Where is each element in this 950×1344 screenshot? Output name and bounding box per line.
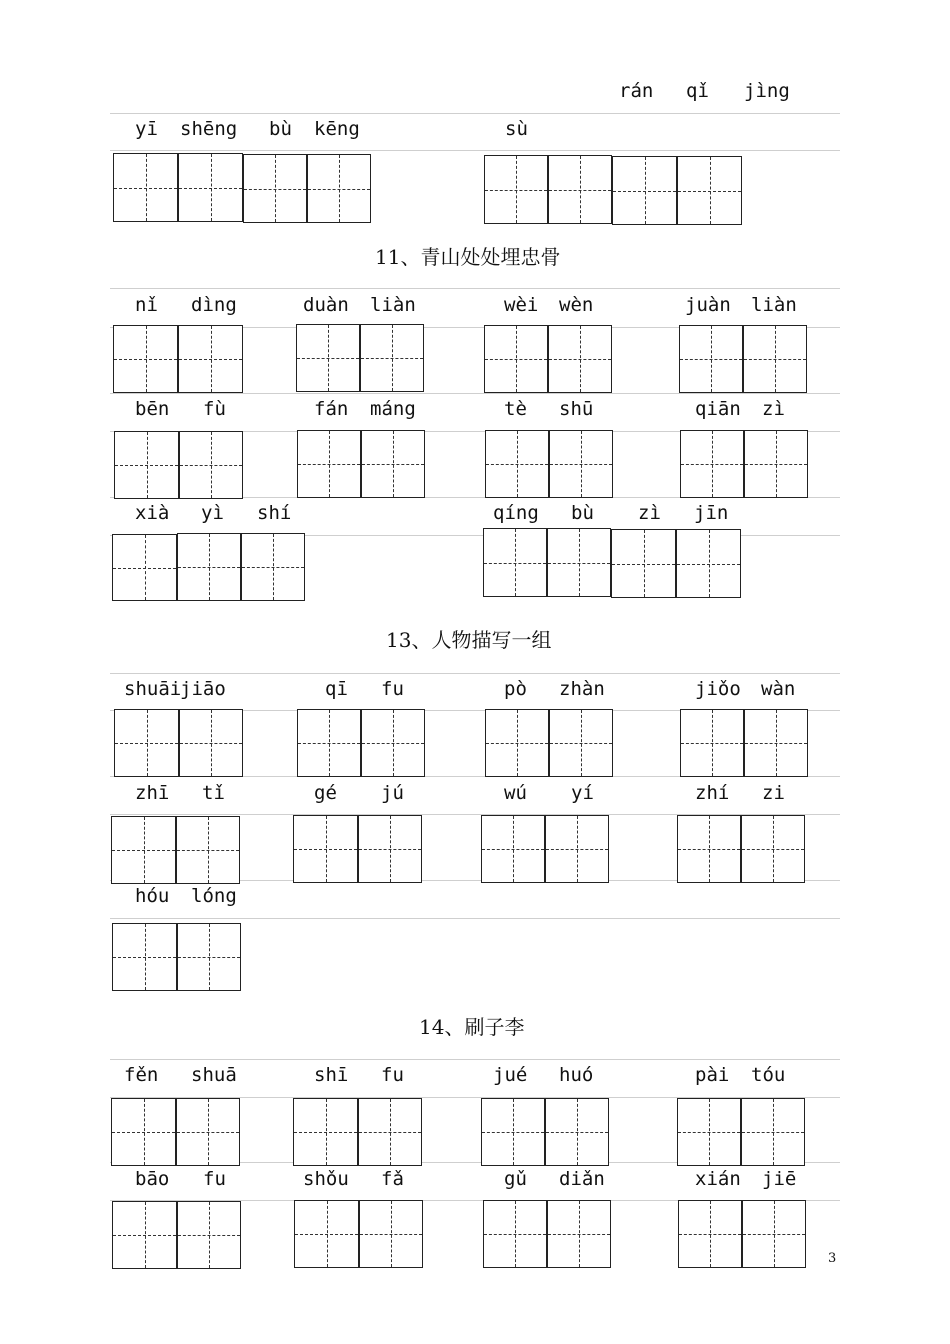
pinyin: yí xyxy=(571,782,594,804)
pinyin: jiǒo xyxy=(695,678,741,700)
pinyin: zhàn xyxy=(559,678,605,700)
writing-cell[interactable] xyxy=(549,430,613,498)
pinyin: wú xyxy=(504,782,527,804)
pinyin: zhī xyxy=(135,782,170,804)
writing-cell[interactable] xyxy=(679,325,743,393)
writing-cell[interactable] xyxy=(741,815,805,883)
writing-cell[interactable] xyxy=(678,1200,742,1268)
pinyin: fu xyxy=(381,678,404,700)
writing-cell[interactable] xyxy=(676,529,741,598)
rule-line xyxy=(110,288,840,289)
writing-cell[interactable] xyxy=(294,1200,359,1268)
pinyin: hóu xyxy=(135,885,170,907)
pinyin: bù xyxy=(269,118,292,140)
pinyin: wèi xyxy=(504,294,539,316)
pinyin: pài xyxy=(695,1064,730,1086)
pinyin: bāo xyxy=(135,1168,170,1190)
pinyin: qíng xyxy=(493,502,539,524)
pinyin: qī xyxy=(325,678,348,700)
writing-cell[interactable] xyxy=(177,533,241,601)
pinyin: zi xyxy=(762,782,785,804)
writing-cell[interactable] xyxy=(484,325,548,393)
pinyin: liàn xyxy=(751,294,797,316)
pinyin: bù xyxy=(571,502,594,524)
writing-cell[interactable] xyxy=(296,324,360,392)
pinyin: fěn xyxy=(124,1064,159,1086)
writing-cell[interactable] xyxy=(677,1098,741,1166)
writing-cell[interactable] xyxy=(481,815,545,883)
writing-cell[interactable] xyxy=(297,430,361,498)
pinyin: shī xyxy=(314,1064,349,1086)
pinyin: qǐ xyxy=(686,80,709,102)
pinyin: fù xyxy=(203,398,226,420)
writing-cell[interactable] xyxy=(293,815,358,883)
writing-cell[interactable] xyxy=(178,325,243,393)
pinyin: nǐ xyxy=(135,294,158,316)
rule-line xyxy=(110,150,840,151)
rule-line xyxy=(110,393,840,394)
pinyin: juàn xyxy=(685,294,731,316)
writing-cell[interactable] xyxy=(547,1200,611,1268)
rule-line xyxy=(110,1059,840,1060)
writing-cell[interactable] xyxy=(241,533,305,601)
writing-cell[interactable] xyxy=(114,431,179,499)
writing-cell[interactable] xyxy=(485,430,549,498)
pinyin: qiān xyxy=(695,398,741,420)
section-title-13: 13、人物描写一组 xyxy=(386,628,552,652)
writing-cell[interactable] xyxy=(485,709,549,777)
writing-cell[interactable] xyxy=(484,155,548,224)
writing-cell[interactable] xyxy=(481,1098,545,1166)
writing-cell[interactable] xyxy=(483,1200,547,1268)
pinyin: liàn xyxy=(370,294,416,316)
writing-cell[interactable] xyxy=(114,709,179,777)
writing-cell[interactable] xyxy=(545,815,609,883)
pinyin: jué xyxy=(493,1064,528,1086)
pinyin: rán xyxy=(619,80,654,102)
pinyin: jīn xyxy=(694,502,729,524)
writing-cell[interactable] xyxy=(293,1098,358,1166)
writing-cell[interactable] xyxy=(179,709,243,777)
rule-line xyxy=(110,918,840,919)
pinyin: shí xyxy=(257,502,292,524)
writing-cell[interactable] xyxy=(307,154,371,223)
writing-cell[interactable] xyxy=(297,709,361,777)
writing-cell[interactable] xyxy=(358,1098,422,1166)
pinyin: yī xyxy=(135,118,158,140)
pinyin: lóng xyxy=(191,885,237,907)
writing-cell[interactable] xyxy=(177,923,241,991)
writing-cell[interactable] xyxy=(112,534,177,601)
writing-cell[interactable] xyxy=(612,156,677,225)
pinyin: jiē xyxy=(762,1168,797,1190)
pinyin: bēn xyxy=(135,398,170,420)
writing-cell[interactable] xyxy=(548,155,612,224)
writing-cell[interactable] xyxy=(112,1201,177,1269)
writing-cell[interactable] xyxy=(113,325,178,393)
pinyin: wàn xyxy=(761,678,796,700)
pinyin: fu xyxy=(203,1168,226,1190)
pinyin: zì xyxy=(638,502,661,524)
writing-cell[interactable] xyxy=(112,923,177,991)
writing-cell[interactable] xyxy=(111,1098,176,1166)
writing-cell[interactable] xyxy=(680,709,744,777)
page-number: 3 xyxy=(828,1251,837,1266)
writing-cell[interactable] xyxy=(744,709,808,777)
writing-cell[interactable] xyxy=(743,325,807,393)
pinyin: xián xyxy=(695,1168,741,1190)
pinyin: sù xyxy=(505,118,528,140)
writing-cell[interactable] xyxy=(179,431,243,499)
pinyin: tǐ xyxy=(202,782,225,804)
pinyin: diǎn xyxy=(559,1168,605,1190)
pinyin: kēng xyxy=(314,118,360,140)
pinyin: gǔ xyxy=(504,1168,527,1190)
pinyin: xià xyxy=(135,502,170,524)
writing-cell[interactable] xyxy=(677,156,742,225)
writing-cell[interactable] xyxy=(177,1201,241,1269)
writing-cell[interactable] xyxy=(547,528,611,597)
writing-cell[interactable] xyxy=(359,1200,423,1268)
pinyin: tóu xyxy=(751,1064,786,1086)
pinyin: jiāo xyxy=(180,678,226,700)
writing-cell[interactable] xyxy=(113,153,178,222)
pinyin: dìng xyxy=(191,294,237,316)
writing-cell[interactable] xyxy=(178,153,243,222)
rule-line xyxy=(110,113,840,114)
writing-cell[interactable] xyxy=(545,1098,609,1166)
writing-cell[interactable] xyxy=(358,815,422,883)
rule-line xyxy=(110,673,840,674)
pinyin: fǎ xyxy=(381,1168,404,1190)
writing-cell[interactable] xyxy=(243,154,307,223)
pinyin: fán xyxy=(314,398,349,420)
writing-cell[interactable] xyxy=(611,529,676,598)
writing-cell[interactable] xyxy=(549,709,613,777)
pinyin: huó xyxy=(559,1064,594,1086)
pinyin: wèn xyxy=(559,294,594,316)
pinyin: zì xyxy=(762,398,785,420)
pinyin: tè xyxy=(504,398,527,420)
writing-cell[interactable] xyxy=(741,1098,805,1166)
pinyin: shǒu xyxy=(303,1168,349,1190)
writing-cell[interactable] xyxy=(548,325,612,393)
pinyin: jú xyxy=(381,782,404,804)
writing-cell[interactable] xyxy=(176,816,240,884)
writing-cell[interactable] xyxy=(361,709,425,777)
pinyin: shuāi xyxy=(124,678,182,700)
writing-cell[interactable] xyxy=(742,1200,806,1268)
pinyin: shēng xyxy=(180,118,238,140)
pinyin: shū xyxy=(559,398,594,420)
pinyin: máng xyxy=(370,398,416,420)
pinyin: duàn xyxy=(303,294,349,316)
section-title-11: 11、青山处处埋忠骨 xyxy=(375,245,561,269)
writing-cell[interactable] xyxy=(360,324,424,392)
writing-cell[interactable] xyxy=(111,816,176,884)
pinyin: fu xyxy=(381,1064,404,1086)
pinyin: pò xyxy=(504,678,527,700)
section-title-14: 14、刷子李 xyxy=(419,1015,525,1039)
pinyin: jìng xyxy=(744,80,790,102)
pinyin: gé xyxy=(314,782,337,804)
writing-cell[interactable] xyxy=(483,528,547,597)
writing-cell[interactable] xyxy=(361,430,425,498)
writing-cell[interactable] xyxy=(744,430,808,498)
pinyin: yì xyxy=(201,502,224,524)
pinyin: shuā xyxy=(191,1064,237,1086)
writing-cell[interactable] xyxy=(677,815,741,883)
writing-cell[interactable] xyxy=(680,430,744,498)
pinyin: zhí xyxy=(695,782,730,804)
writing-cell[interactable] xyxy=(176,1098,240,1166)
